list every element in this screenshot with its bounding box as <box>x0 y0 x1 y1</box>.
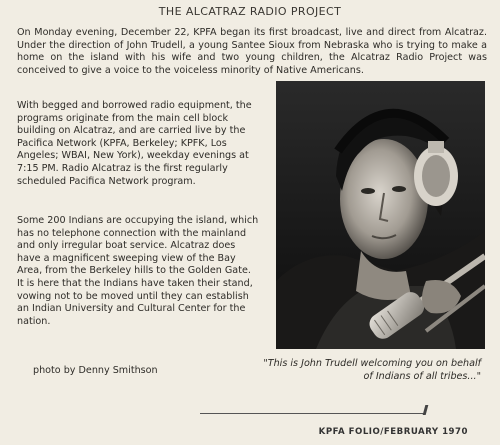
body-paragraph-equipment: With begged and borrowed radio equipment, the programs originate from the main cell block building on Alcatraz, and are carried live by the Pacifica Network (KPFA, Berkeley; KPFK, Los Angeles; WBAI, New York), weekday evenings at 7:15 PM. Radio Alcatraz is the first regularly scheduled Pacifica Network program. <box>17 100 252 187</box>
intro-paragraph: On Monday evening, December 22, KPFA began its first broadcast, live and direct from Alcatraz. Under the direction of John Trudell, a young Santee Sioux from Nebraska who is trying to make a home on the island with his wife and two young children, the Alcatraz Radio Project was conceived to give a voice to the voiceless minority of Native Americans. <box>17 27 487 76</box>
photo-credit: photo by Denny Smithson <box>33 365 158 376</box>
footer-rule <box>200 413 425 414</box>
folio-footer: KPFA FOLIO/FEBRUARY 1970 <box>318 427 468 437</box>
article-title: THE ALCATRAZ RADIO PROJECT <box>158 5 342 18</box>
body-paragraph-occupation: Some 200 Indians are occupying the island, which has no telephone connection with the mainland and only irregular boat service. Alcatraz does have a magnificent sweeping view of the Bay Area, from the Berkeley hills to the Golden Gate. It is here that the Indians have taken their stand, vowing not to be moved until they can establish an Indian University and Cultural Center for the nation. <box>17 215 259 327</box>
footer-rule-tick <box>423 405 429 415</box>
portrait-photo <box>276 81 485 349</box>
photo-caption: "This is John Trudell welcoming you on behalf of Indians of all tribes..." <box>263 358 481 382</box>
